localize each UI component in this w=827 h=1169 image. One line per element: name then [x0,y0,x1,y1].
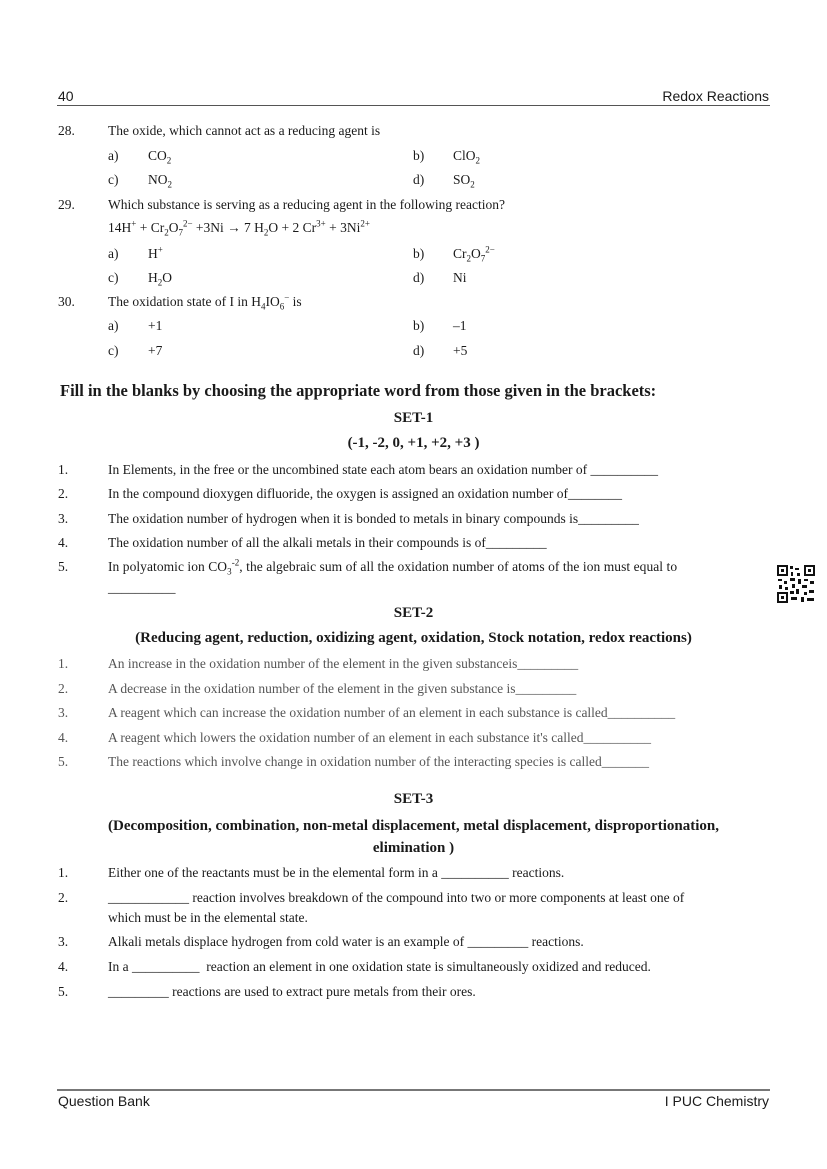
page-number: 40 [58,88,74,104]
fill-item: A decrease in the oxidation number of the element in the given substance is_________ [108,681,577,696]
item-number: 5. [58,984,69,999]
question-number: 30. [58,294,75,309]
option-text: +7 [148,343,163,358]
option-label: d) [413,172,425,187]
item-number: 2. [58,486,69,501]
option-text: Ni [453,270,467,285]
qr-code-icon [776,564,816,604]
option-label: c) [108,343,119,358]
option-text: +5 [453,343,468,358]
fill-item: Alkali metals displace hydrogen from cold water is an example of _________ reactions. [108,934,584,949]
fill-item: Either one of the reactants must be in the elemental form in a __________ reactions. [108,865,565,880]
fill-item: The oxidation number of all the alkali metals in their compounds is of_________ [108,535,547,550]
item-number: 1. [58,462,69,477]
set3-title: SET-3 [393,791,434,807]
option-text: $H_2O$ [148,270,172,288]
fill-item: In a __________ reaction an element in one oxidation state is simultaneously oxidized and reduced. [108,959,651,974]
option-label: b) [413,246,425,261]
item-number: 4. [58,535,69,550]
option-text: $CO_2$ [148,148,172,166]
option-label: d) [413,270,425,285]
fill-item: In Elements, in the free or the uncombined state each atom bears an oxidation number of __________ [108,462,658,477]
set3-choices-line2: elimination ) [372,840,455,856]
footer-right: I PUC Chemistry [664,1093,769,1109]
fill-item: ____________ reaction involves breakdown of the compound into two or more components at least one of [108,890,685,905]
item-number: 2. [58,681,69,696]
item-number: 5. [58,559,69,574]
option-text: +1 [148,318,163,333]
option-label: a) [108,318,119,333]
set3-choices-line1: (Decomposition, combination, non-metal displacement, metal displacement, disproportionation, [108,818,719,834]
option-text: –1 [453,318,467,333]
fill-item-continuation: which must be in the elemental state. [108,910,308,925]
item-number: 3. [58,705,69,720]
fill-item: In the compound dioxygen difluoride, the oxygen is assigned an oxidation number of________ [108,486,623,501]
section-heading: Fill in the blanks by choosing the appropriate word from those given in the brackets: [60,381,657,400]
option-label: b) [413,318,425,333]
question-text: Which substance is serving as a reducing agent in the following reaction? [108,197,505,212]
footer-left: Question Bank [58,1093,150,1109]
item-number: 1. [58,656,69,671]
item-number: 2. [58,890,69,905]
fill-item: The oxidation number of hydrogen when it is bonded to metals in binary compounds is_________ [108,511,639,526]
option-label: a) [108,148,119,163]
option-text: ClO$_2$ [453,148,481,166]
question-number: 28. [58,123,75,138]
set2-title: SET-2 [393,605,434,621]
reaction-equation: $14H^+ + Cr_2O_7^{2-} +3Ni \to 7$ $H_2O + 2$ $Cr^{3+} + 3Ni^{2+}$ [108,218,370,238]
item-number: 1. [58,865,69,880]
set1-choices: (-1, -2, 0, +1, +2, +3 ) [347,435,480,451]
option-label: d) [413,343,425,358]
fill-item: _________ reactions are used to extract pure metals from their ores. [108,984,476,999]
fill-item-blank: __________ [108,580,176,595]
set2-choices: (Reducing agent, reduction, oxidizing agent, oxidation, Stock notation, redox reactions) [135,630,692,646]
question-number: 29. [58,197,75,212]
option-text: $SO_2$ [453,172,475,190]
option-text: $NO_2$ [148,172,172,190]
item-number: 3. [58,934,69,949]
fill-item: A reagent which lowers the oxidation number of an element in each substance it's called__________ [108,730,652,745]
item-number: 4. [58,959,69,974]
chapter-title: Redox Reactions [662,88,769,104]
item-number: 4. [58,730,69,745]
item-number: 3. [58,511,69,526]
header-rule [57,105,770,106]
option-text: H+ [148,244,163,261]
option-label: b) [413,148,425,163]
question-text: The oxidation state of I in $H_4IO_6^-$ is [108,292,302,312]
question-text: The oxide, which cannot act as a reducing agent is [108,123,381,138]
option-text: $Cr_2O_7^{2-}$ [453,244,495,264]
footer-rule [57,1089,770,1091]
option-label: c) [108,270,119,285]
option-label: a) [108,246,119,261]
option-label: c) [108,172,119,187]
fill-item: The reactions which involve change in oxidation number of the interacting species is called_______ [108,754,649,769]
fill-item: An increase in the oxidation number of the element in the given substanceis_________ [108,656,579,671]
set1-title: SET-1 [393,410,434,426]
item-number: 5. [58,754,69,769]
fill-item: In polyatomic ion $CO_3^{-2}$, the algebraic sum of all the oxidation number of atoms of the ion must equal to [108,557,678,577]
fill-item: A reagent which can increase the oxidation number of an element in each substance is called__________ [108,705,676,720]
